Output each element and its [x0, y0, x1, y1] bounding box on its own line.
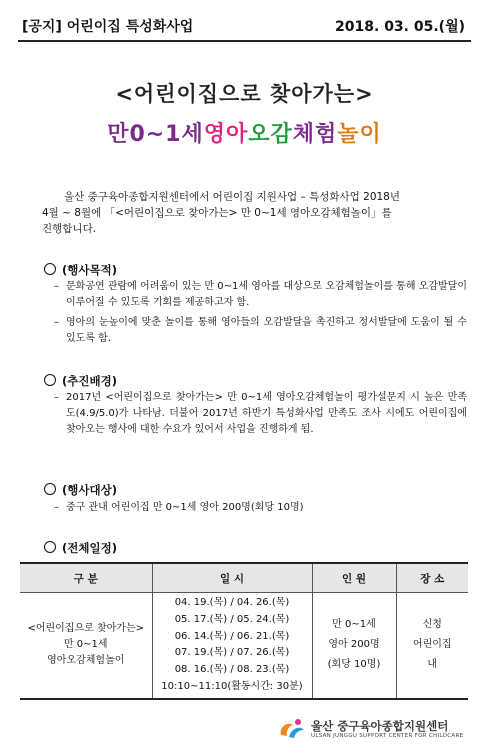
purpose-item: – 문화공연 관람에 어려움이 있는 만 0~1세 영아를 대상으로 오감체험놀이를 통해 오감발달이 이루어질 수 있도록 기회를 제공하고자 함. — [54, 281, 467, 308]
organization-english-name: ULSAN JUNGGU SUPPORT CENTER FOR CHILDCARE — [311, 733, 464, 739]
intro-line: 4월 ~ 8월에 「<어린이집으로 찾아가는> 만 0~1세 영아오감체험놀이」를 — [42, 207, 392, 219]
table-header-row — [20, 563, 468, 593]
section-target-title: (행사대상) — [44, 482, 117, 498]
sub-title-part: 놀이 — [337, 122, 382, 147]
people-cell: 만 0~1세 영아 200명 (회당 10명) — [312, 593, 396, 699]
section-purpose-title: (행사목적) — [44, 262, 117, 278]
circle-bullet-icon — [44, 541, 56, 553]
notice-title: [공지] 어린이집 특성화사업 — [22, 19, 194, 35]
dates-cell: 04. 19.(목) / 04. 26.(목) 05. 17.(목) / 05. 24.(목) 06. 14.(목) / 06. 21.(목) 07. 19.(목) / 07. 26.(목) 08. 16.(목) / 08. 23.(목) 10:10~11:10(활동시간: 30분) — [152, 593, 312, 699]
main-title: <어린이집으로 찾아가는> — [115, 82, 374, 106]
table-row — [20, 593, 468, 699]
notice-date: 2018. 03. 05.(월) — [335, 19, 465, 35]
program-cell: <어린이집으로 찾아가는> 만 0~1세 영아오감체험놀이 — [20, 593, 152, 699]
target-item: – 중구 관내 어린이집 만 0~1세 영아 200명(회당 10명) — [54, 502, 304, 513]
intro-line: 울산 중구육아종합지원센터에서 어린이집 지원사업 – 특성화사업 2018년 — [64, 191, 401, 203]
column-header: 일 시 — [152, 563, 312, 593]
column-header: 구 분 — [20, 563, 152, 593]
circle-bullet-icon — [44, 374, 56, 386]
organization-name: 울산 중구육아종합지원센터 — [311, 719, 449, 733]
circle-bullet-icon — [44, 263, 56, 275]
sub-title-part: 만0~1세 — [107, 122, 204, 147]
document-header — [18, 14, 471, 38]
sub-title — [0, 117, 489, 148]
purpose-item: – 영아의 눈높이에 맞춘 놀이를 통해 영아들의 오감발달을 촉진하고 정서발달에 도움이 될 수 있도록 함. — [54, 317, 467, 344]
sub-title-part: 영아 — [203, 122, 249, 147]
header-divider — [18, 40, 471, 42]
intro-paragraph — [42, 189, 461, 237]
sub-title-part: 오감 — [248, 122, 293, 147]
childcare-center-logo-icon — [277, 717, 307, 741]
background-item: – 2017년 <어린이집으로 찾아가는> 만 0~1세 영아오감체험놀이 평가설문지 시 높은 만족도(4.9/5.0)가 나타남. 더불어 2017년 하반기 특성화사업 만족도 조사 시에도 어린이집에 찾아오는 행사에 대한 수요가 있어서 사업을 진행하게 됨. — [54, 392, 467, 435]
organization-logo — [277, 715, 467, 743]
column-header: 인 원 — [312, 563, 396, 593]
circle-bullet-icon — [44, 483, 56, 495]
column-header: 장 소 — [396, 563, 468, 593]
schedule-table — [20, 562, 468, 700]
place-cell: 신청 어린이집 내 — [396, 593, 468, 699]
section-schedule-title: (전체일정) — [44, 540, 117, 556]
sub-title-part: 체험 — [292, 122, 338, 147]
section-background-title: (추진배경) — [44, 373, 117, 389]
intro-line: 진행합니다. — [42, 223, 97, 235]
